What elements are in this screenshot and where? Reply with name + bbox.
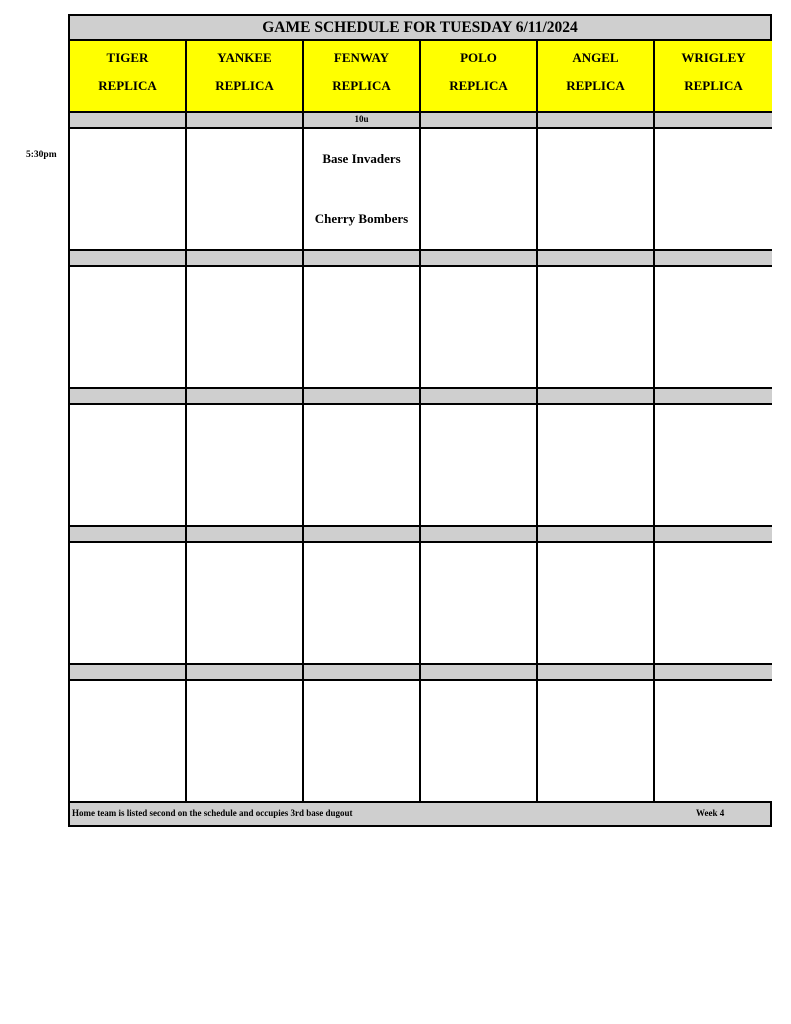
game-cell (538, 129, 655, 251)
division-strip (655, 113, 772, 129)
division-strip (538, 251, 655, 267)
field-name: TIGER (106, 50, 149, 65)
game-cell (538, 543, 655, 665)
schedule-sheet (68, 14, 772, 827)
field-header-fenway (304, 41, 421, 113)
game-cell (421, 267, 538, 389)
division-strip (187, 527, 304, 543)
division-strip (304, 389, 421, 405)
division-strip (538, 389, 655, 405)
slot-time-label: 5:30pm (26, 150, 57, 160)
game-cell (304, 405, 421, 527)
game-cell (304, 681, 421, 803)
field-header-angel (538, 41, 655, 113)
division-strip (421, 113, 538, 129)
division-strip (655, 251, 772, 267)
game-cell (187, 681, 304, 803)
division-strip (187, 389, 304, 405)
game-cell (655, 129, 772, 251)
game-cell (655, 267, 772, 389)
game-cell (538, 267, 655, 389)
field-name: WRIGLEY (681, 50, 746, 65)
field-name: ANGEL (572, 50, 619, 65)
game-cell (421, 405, 538, 527)
game-cell (655, 543, 772, 665)
division-strip (70, 527, 187, 543)
division-strip (70, 251, 187, 267)
field-subtitle: REPLICA (98, 78, 157, 93)
division-strip (187, 665, 304, 681)
game-cell (187, 267, 304, 389)
field-subtitle: REPLICA (449, 78, 508, 93)
division-strip (70, 389, 187, 405)
game-cell (304, 129, 421, 251)
field-name: POLO (460, 50, 497, 65)
game-cell (304, 543, 421, 665)
division-strip (655, 389, 772, 405)
game-cell (655, 405, 772, 527)
game-cell (187, 129, 304, 251)
field-subtitle: REPLICA (684, 78, 743, 93)
game-cell (70, 543, 187, 665)
game-cell (421, 129, 538, 251)
game-cell (421, 543, 538, 665)
schedule-title: GAME SCHEDULE FOR TUESDAY 6/11/2024 (70, 16, 770, 41)
week-label: Week 4 (696, 808, 725, 818)
division-strip (421, 527, 538, 543)
division-strip (187, 251, 304, 267)
game-cell (70, 267, 187, 389)
field-name: FENWAY (333, 50, 390, 65)
division-strip (421, 389, 538, 405)
division-strip (538, 527, 655, 543)
game-cell (187, 405, 304, 527)
field-header-yankee (187, 41, 304, 113)
field-header-wrigley (655, 41, 772, 113)
division-strip (538, 113, 655, 129)
game-cell (70, 129, 187, 251)
game-cell (655, 681, 772, 803)
game-cell (538, 405, 655, 527)
division-strip (70, 665, 187, 681)
game-cell (70, 405, 187, 527)
home-team-note: Home team is listed second on the schedule and occupies 3rd base dugout (72, 808, 353, 818)
game-cell (70, 681, 187, 803)
schedule-footer (70, 801, 770, 825)
game-cell (187, 543, 304, 665)
field-header-polo (421, 41, 538, 113)
division-strip (304, 665, 421, 681)
game-cell (304, 267, 421, 389)
away-team: Base Invaders (322, 151, 401, 166)
division-strip (421, 665, 538, 681)
division-strip (70, 113, 187, 129)
division-strip (655, 527, 772, 543)
field-subtitle: REPLICA (566, 78, 625, 93)
game-cell (421, 681, 538, 803)
home-team: Cherry Bombers (314, 211, 409, 226)
division-strip (304, 251, 421, 267)
field-subtitle: REPLICA (332, 78, 391, 93)
field-subtitle: REPLICA (215, 78, 274, 93)
division-strip (538, 665, 655, 681)
division-strip: 10u (304, 113, 421, 129)
field-header-tiger (70, 41, 187, 113)
division-strip (655, 665, 772, 681)
division-strip (187, 113, 304, 129)
game-cell (538, 681, 655, 803)
division-strip (304, 527, 421, 543)
field-name: YANKEE (217, 50, 272, 65)
division-strip (421, 251, 538, 267)
